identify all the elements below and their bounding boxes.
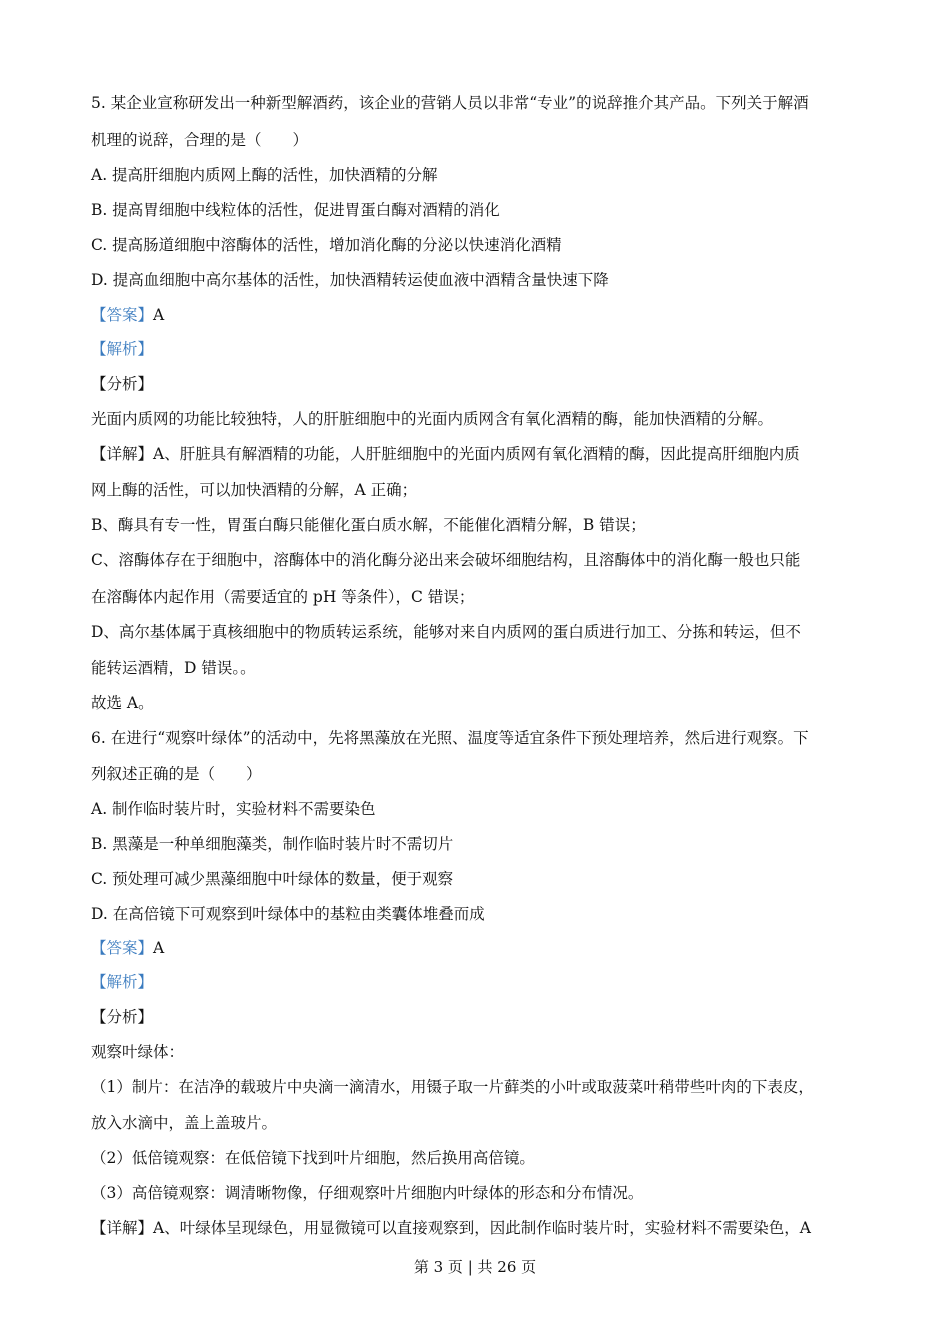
text-line (91, 444, 800, 464)
text-line (91, 869, 453, 889)
text-line (91, 1113, 277, 1133)
line-text: B、酶具有专一性，胃蛋白酶只能催化蛋白质水解，不能催化酒精分解，B 错误； (91, 516, 646, 534)
line-text: 观察叶绿体： (91, 1043, 185, 1061)
line-text: A. 提高肝细胞内质网上酶的活性，加快酒精的分解 (91, 166, 438, 184)
line-text: 【分析】 (91, 375, 154, 393)
text-line (91, 693, 154, 713)
line-text: 故选 A。 (91, 694, 154, 712)
line-text: C. 预处理可减少黑藻细胞中叶绿体的数量，便于观察 (91, 870, 454, 888)
text-line (91, 834, 453, 854)
text-line (91, 93, 809, 113)
text-line (91, 130, 308, 150)
page-footer: 第 3 页 | 共 26 页 (413, 1258, 537, 1276)
text-line (91, 1077, 814, 1097)
line-text: C、溶酶体存在于细胞中，溶酶体中的消化酶分泌出来会破坏细胞结构，且溶酶体中的消化酶一般也只能 (91, 551, 801, 569)
line-text: 机理的说辞，合理的是（ ） (91, 131, 309, 149)
line-text: 【分析】 (91, 1008, 154, 1026)
text-line (91, 515, 646, 535)
text-line (91, 764, 262, 784)
line-text: C. 提高肠道细胞中溶酶体的活性，增加消化酶的分泌以快速消化酒精 (91, 236, 562, 254)
line-text: D. 提高血细胞中高尔基体的活性，加快酒精转运使血液中酒精含量快速下降 (91, 271, 609, 289)
line-text: 列叙述正确的是（ ） (91, 765, 262, 783)
text-line (91, 235, 562, 255)
text-line (91, 200, 500, 220)
text-line (91, 1183, 643, 1203)
text-line (91, 480, 417, 500)
line-text: 【详解】A、肝脏具有解酒精的功能，人肝脏细胞中的光面内质网有氧化酒精的酶，因此提高肝细胞内质 (91, 445, 800, 463)
text-line (91, 658, 256, 678)
section-label: 【解析】 (91, 340, 154, 358)
text-line (91, 972, 153, 992)
text-line (91, 374, 153, 394)
line-text: D. 在高倍镜下可观察到叶绿体中的基粒由类囊体堆叠而成 (91, 905, 485, 923)
text-line (91, 622, 801, 642)
line-text: 【详解】A、叶绿体呈现绿色，用显微镜可以直接观察到，因此制作临时装片时，实验材料不需要染色，A (91, 1219, 811, 1237)
line-text: （2）低倍镜观察：在低倍镜下找到叶片细胞，然后换用高倍镜。 (91, 1149, 535, 1167)
line-text: D、高尔基体属于真核细胞中的物质转运系统，能够对来自内质网的蛋白质进行加工、分拣和转运，但不 (91, 623, 801, 641)
line-text: B. 提高胃细胞中线粒体的活性，促进胃蛋白酶对酒精的消化 (91, 201, 500, 219)
line-text: 6. 在进行“观察叶绿体”的活动中，先将黑藻放在光照、温度等适宜条件下预处理培养，然后进行观察。下 (91, 729, 809, 747)
section-label: 【答案】 (91, 306, 154, 324)
line-text: 能转运酒精，D 错误。。 (91, 659, 256, 677)
section-label: 【解析】 (91, 973, 154, 991)
text-line (91, 799, 376, 819)
text-line (91, 409, 773, 429)
line-text: A (153, 306, 165, 324)
line-text: A (153, 939, 165, 957)
text-line (91, 550, 800, 570)
line-text: （3）高倍镜观察：调清晰物像，仔细观察叶片细胞内叶绿体的形态和分布情况。 (91, 1184, 644, 1202)
line-text: 在溶酶体内起作用（需要适宜的 pH 等条件），C 错误； (91, 588, 475, 606)
line-text: 网上酶的活性，可以加快酒精的分解，A 正确； (91, 481, 418, 499)
text-line (91, 305, 164, 325)
line-text: 光面内质网的功能比较独特，人的肝脏细胞中的光面内质网含有氧化酒精的酶，能加快酒精的分解。 (91, 410, 774, 428)
text-line (91, 1042, 184, 1062)
line-text: B. 黑藻是一种单细胞藻类，制作临时装片时不需切片 (91, 835, 454, 853)
line-text: 5. 某企业宣称研发出一种新型解酒药，该企业的营销人员以非常“专业”的说辞推介其产品。下列关于解酒 (91, 94, 809, 112)
text-line (91, 1007, 153, 1027)
text-line (91, 904, 485, 924)
text-line (91, 587, 474, 607)
line-text: A. 制作临时装片时，实验材料不需要染色 (91, 800, 376, 818)
line-text: （1）制片：在洁净的载玻片中央滴一滴清水，用镊子取一片藓类的小叶或取菠菜叶稍带些叶肉的下表皮， (91, 1078, 814, 1096)
text-line (91, 1218, 811, 1238)
text-line (91, 728, 809, 748)
text-line (91, 165, 438, 185)
text-line (91, 1148, 535, 1168)
section-label: 【答案】 (91, 939, 154, 957)
text-line (91, 270, 609, 290)
line-text: 放入水滴中，盖上盖玻片。 (91, 1114, 278, 1132)
text-line (91, 938, 164, 958)
text-line (91, 339, 153, 359)
